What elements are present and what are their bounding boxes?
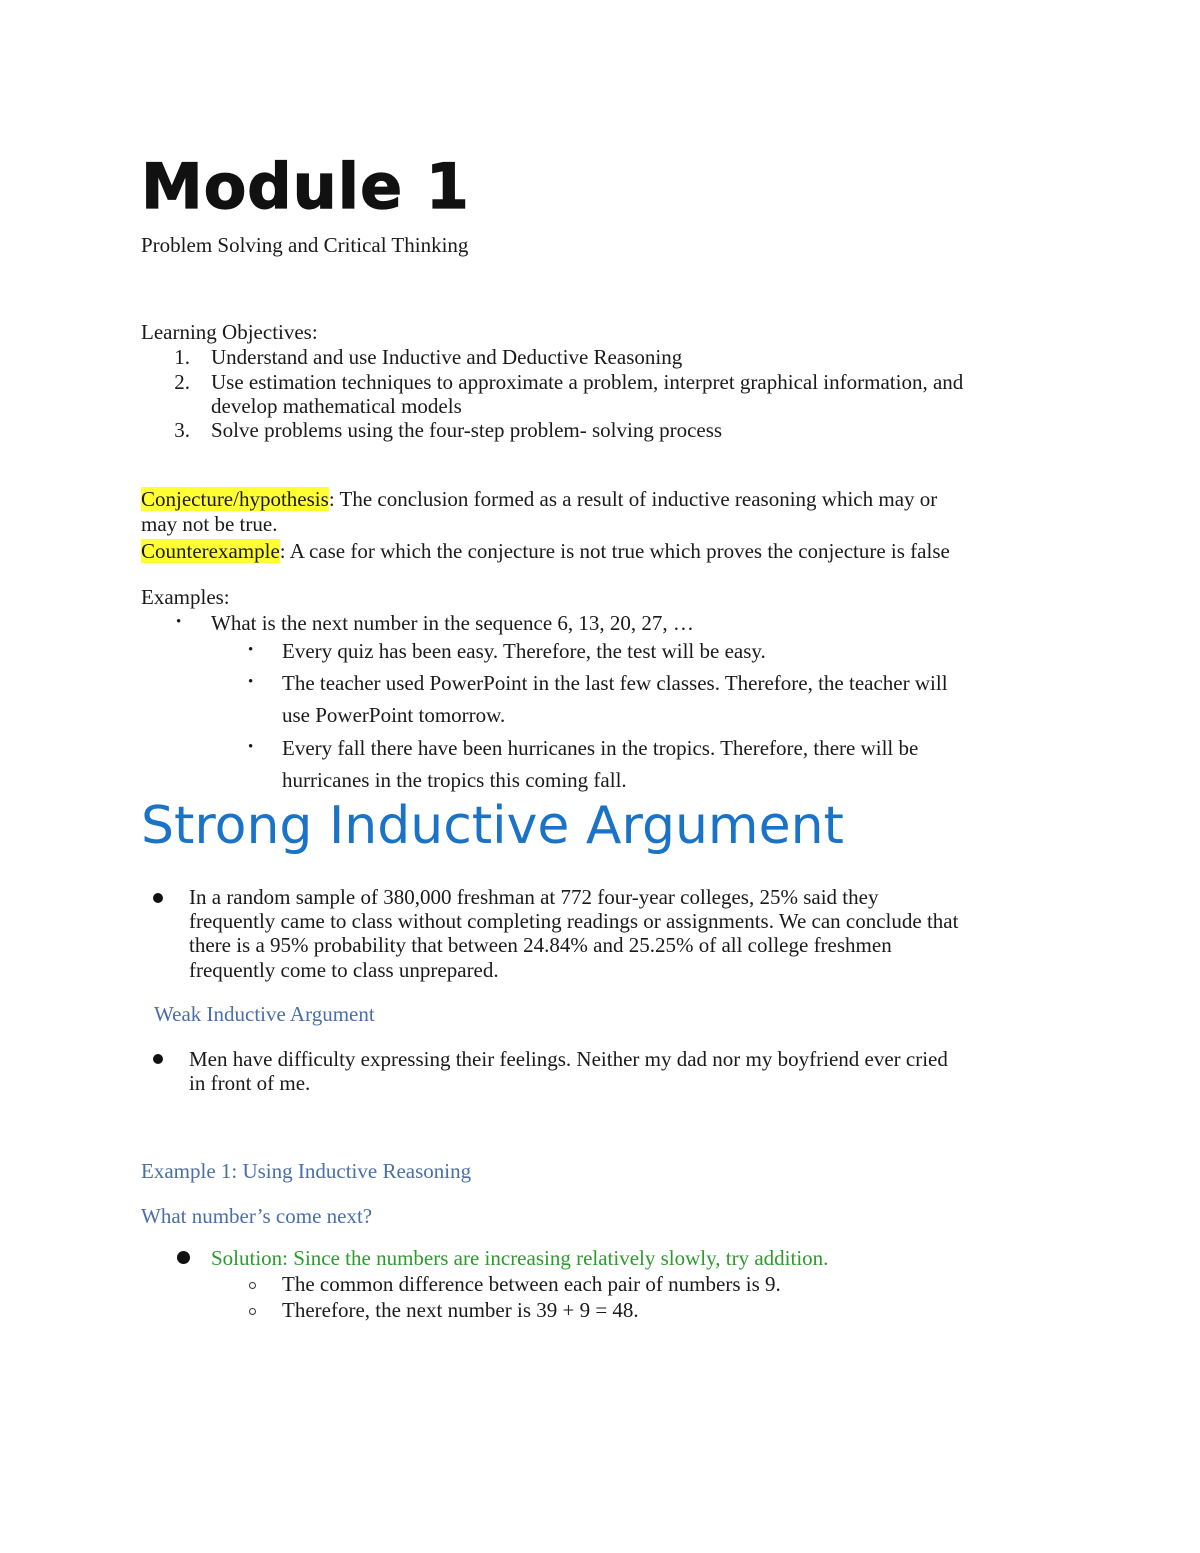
- bullet-icon: •: [248, 674, 254, 690]
- bullet-icon: [177, 1251, 190, 1264]
- example1-heading: Example 1: Using Inductive Reasoning: [141, 1159, 472, 1183]
- counterexample-definition: : A case for which the conjecture is not true which proves the conjecture is false: [279, 539, 950, 563]
- objective-number: 3.: [174, 418, 190, 442]
- conjecture-definition: : The conclusion formed as a result of inductive reasoning which may or: [328, 487, 938, 511]
- bullet-icon: [153, 893, 163, 903]
- solution-text: Solution: Since the numbers are increasing relatively slowly, try addition.: [211, 1246, 829, 1270]
- weak-argument-text: in front of me.: [189, 1071, 311, 1095]
- conjecture-definition-continued: may not be true.: [141, 512, 278, 536]
- conjecture-term: Conjecture/hypothesis: [141, 487, 329, 511]
- definition-counterexample: [141, 539, 950, 564]
- example-item: Every fall there have been hurricanes in the tropics. Therefore, there will be: [282, 736, 919, 760]
- example-item-continued: hurricanes in the tropics this coming fall.: [282, 768, 627, 792]
- example-item: Every quiz has been easy. Therefore, the test will be easy.: [282, 639, 766, 663]
- objective-text: Use estimation techniques to approximate a problem, interpret graphical information, and: [211, 370, 964, 394]
- weak-argument-heading: Weak Inductive Argument: [154, 1002, 375, 1026]
- objective-number: 2.: [174, 370, 190, 394]
- strong-argument-text: In a random sample of 380,000 freshman at 772 four-year colleges, 25% said they: [189, 885, 879, 909]
- definition-conjecture: [141, 487, 937, 512]
- counterexample-term: Counterexample: [141, 539, 280, 563]
- example-question: What is the next number in the sequence 6, 13, 20, 27, …: [211, 611, 694, 635]
- strong-argument-text: there is a 95% probability that between 24.84% and 25.25% of all college freshmen: [189, 933, 892, 957]
- example1-question: What number’s come next?: [141, 1204, 373, 1228]
- page-subtitle: Problem Solving and Critical Thinking: [141, 233, 469, 257]
- bullet-icon: •: [248, 642, 254, 658]
- bullet-icon: •: [248, 739, 254, 755]
- solution-step: Therefore, the next number is 39 + 9 = 48.: [282, 1298, 639, 1322]
- bullet-icon: [153, 1054, 163, 1064]
- solution-step: The common difference between each pair of numbers is 9.: [282, 1272, 781, 1296]
- strong-argument-heading: Strong Inductive Argument: [141, 796, 844, 856]
- strong-argument-text: frequently came to class without completing readings or assignments. We can conclude that: [189, 909, 959, 933]
- example-item: The teacher used PowerPoint in the last few classes. Therefore, the teacher will: [282, 671, 948, 695]
- weak-argument-text: Men have difficulty expressing their feelings. Neither my dad nor my boyfriend ever cried: [189, 1047, 948, 1071]
- objective-text-continued: develop mathematical models: [211, 394, 462, 418]
- bullet-icon: •: [176, 614, 182, 630]
- objective-number: 1.: [174, 345, 190, 369]
- page-title: Module 1: [141, 150, 470, 223]
- ring-bullet-icon: [249, 1308, 256, 1315]
- objective-text: Solve problems using the four-step problem- solving process: [211, 418, 723, 442]
- objective-text: Understand and use Inductive and Deductive Reasoning: [211, 345, 683, 369]
- example-item-continued: use PowerPoint tomorrow.: [282, 703, 506, 727]
- strong-argument-text: frequently come to class unprepared.: [189, 958, 499, 982]
- ring-bullet-icon: [249, 1282, 256, 1289]
- examples-label: Examples:: [141, 585, 230, 609]
- learning-objectives-label: Learning Objectives:: [141, 320, 318, 344]
